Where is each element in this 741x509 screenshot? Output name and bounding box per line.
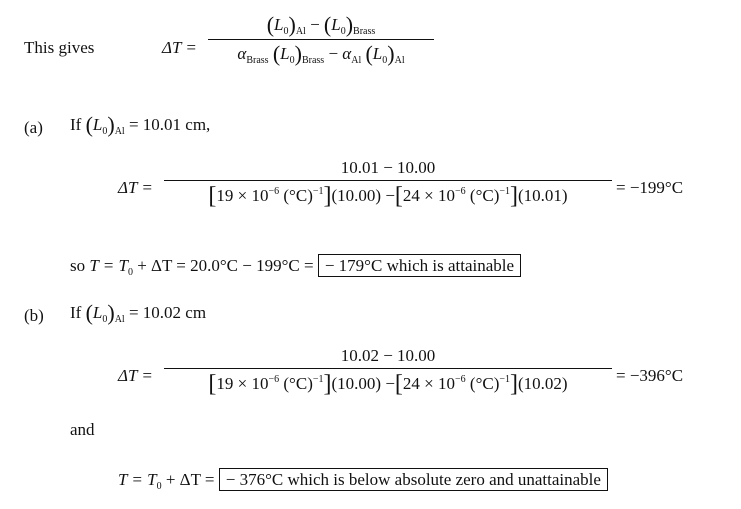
num-l-brass: L bbox=[331, 15, 341, 34]
part-a-l: L bbox=[92, 115, 103, 134]
part-b-if: If bbox=[70, 303, 82, 322]
part-b-value: = 10.02 cm bbox=[128, 303, 207, 322]
part-a-condition: If $(L_0)_{Al} = 10.01$ cm, bbox=[70, 112, 211, 137]
part-b-and: and bbox=[70, 420, 95, 439]
part-a-delta-lhs: ΔT = bbox=[118, 178, 153, 197]
num-l-al-sub: Al bbox=[295, 26, 306, 37]
part-b-result: = −396°C bbox=[616, 366, 684, 385]
part-b-den-unit1-exp: −1 bbox=[312, 374, 324, 385]
part-a-boxed-answer: − 179°C which is attainable bbox=[318, 254, 521, 277]
num-l-brass-sub0: 0 bbox=[340, 26, 346, 37]
part-a-if: If bbox=[70, 115, 82, 134]
intro-denominator: $\alpha_{Brass}$ $(L_0)_{Brass} - \alpha_{Al}$ $(L_0)_{Al}$ bbox=[237, 41, 405, 66]
num-l-brass-sub: Brass bbox=[353, 26, 376, 37]
num-minus: − bbox=[310, 15, 320, 34]
part-b-boxed-answer: − 376°C which is below absolute zero and unattainable bbox=[219, 468, 608, 491]
part-b-t-sub: 0 bbox=[156, 481, 162, 492]
part-a-t-eq: T = T bbox=[89, 256, 128, 275]
part-a-den-length1: (10.00) − bbox=[331, 186, 395, 205]
part-b-numerator: 10.02 − 10.00 bbox=[340, 346, 436, 365]
part-a-den-term2-exp: −6 bbox=[455, 186, 466, 197]
part-a-den-term1-exp: −6 bbox=[268, 186, 280, 197]
den-l-al: L bbox=[372, 44, 383, 63]
part-a-value: = 10.01 cm, bbox=[128, 115, 211, 134]
part-b-den-unit2: (°C) bbox=[465, 374, 500, 393]
part-b-l: L bbox=[92, 303, 103, 322]
intro-lead: This gives bbox=[24, 38, 95, 57]
den-l-brass-sub0: 0 bbox=[289, 55, 295, 66]
intro-numerator: $(L_0)_{Al} - (L_0)_{Brass}$ bbox=[266, 12, 376, 37]
den-l-al-sub0: 0 bbox=[382, 55, 388, 66]
part-b-label: (b) bbox=[24, 306, 44, 325]
part-b-l-sub0: 0 bbox=[102, 314, 108, 325]
part-b-den-term1-exp: −6 bbox=[268, 374, 280, 385]
num-l-al-sub0: 0 bbox=[283, 26, 289, 37]
den-alpha-al: α bbox=[342, 44, 352, 63]
part-b-den-unit1: (°C) bbox=[279, 374, 313, 393]
den-l-brass-sub: Brass bbox=[301, 55, 325, 66]
part-a-l-sub0: 0 bbox=[102, 126, 108, 137]
part-a-den-length2: (10.01) bbox=[518, 186, 568, 205]
part-a-result: = −199°C bbox=[616, 178, 684, 197]
part-b-denominator: [$19 \times 10^{-6}$ $(^\circ C)^{-1}](10.00) -[24 \times 10^{-6}$ $(^\circ C)^{-1}](10.02)$ bbox=[208, 371, 568, 397]
num-l-al: L bbox=[274, 15, 284, 34]
part-a-denominator: [$19 \times 10^{-6}$ $(^\circ C)^{-1}](10.00) -[24 \times 10^{-6}$ $(^\circ C)^{-1}](10.01)$ bbox=[208, 183, 568, 209]
part-a-den-term1: 19 × 10 bbox=[216, 186, 269, 205]
part-b-den-length2: (10.02) bbox=[518, 374, 568, 393]
part-b-den-unit2-exp: −1 bbox=[499, 374, 511, 385]
part-a-l-sub: Al bbox=[114, 126, 125, 137]
part-b-t-eq: T = T bbox=[118, 470, 157, 489]
den-l-al-sub: Al bbox=[394, 55, 405, 66]
part-b-t-rest: + ΔT = bbox=[161, 470, 215, 489]
part-a-so: so bbox=[70, 256, 86, 275]
part-a-den-unit1-exp: −1 bbox=[312, 186, 324, 197]
part-b-den-term2: 24 × 10 bbox=[402, 374, 456, 393]
den-alpha-brass: α bbox=[237, 44, 247, 63]
part-a-temperature-line bbox=[70, 256, 521, 278]
part-b-den-term1: 19 × 10 bbox=[216, 374, 269, 393]
part-a-t-sub: 0 bbox=[127, 267, 133, 278]
part-a-t-rest: + ΔT = 20.0°C − 199°C = bbox=[132, 256, 314, 275]
part-b-den-term2-exp: −6 bbox=[455, 374, 466, 385]
part-b-den-length1: (10.00) − bbox=[331, 374, 395, 393]
part-b-fraction bbox=[164, 346, 612, 396]
den-alpha-brass-sub: Brass bbox=[246, 55, 269, 66]
part-a-den-unit1: (°C) bbox=[279, 186, 313, 205]
part-a-den-unit2: (°C) bbox=[465, 186, 500, 205]
part-b-delta-lhs: ΔT = bbox=[118, 366, 153, 385]
part-a-numerator: 10.01 − 10.00 bbox=[340, 158, 436, 177]
part-a-den-unit2-exp: −1 bbox=[499, 186, 511, 197]
den-alpha-al-sub: Al bbox=[351, 55, 362, 66]
part-b-l-sub: Al bbox=[114, 314, 125, 325]
den-l-brass: L bbox=[280, 44, 290, 63]
intro-delta-lhs: ΔT = bbox=[162, 38, 197, 57]
intro-fraction bbox=[208, 14, 434, 66]
den-minus: − bbox=[328, 44, 339, 63]
part-a-den-term2: 24 × 10 bbox=[402, 186, 456, 205]
part-a-label: (a) bbox=[24, 118, 43, 137]
part-b-condition: If $(L_0)_{Al} = 10.02$ cm bbox=[70, 300, 207, 325]
part-a-fraction bbox=[164, 158, 612, 208]
part-b-temperature-line bbox=[118, 470, 608, 492]
